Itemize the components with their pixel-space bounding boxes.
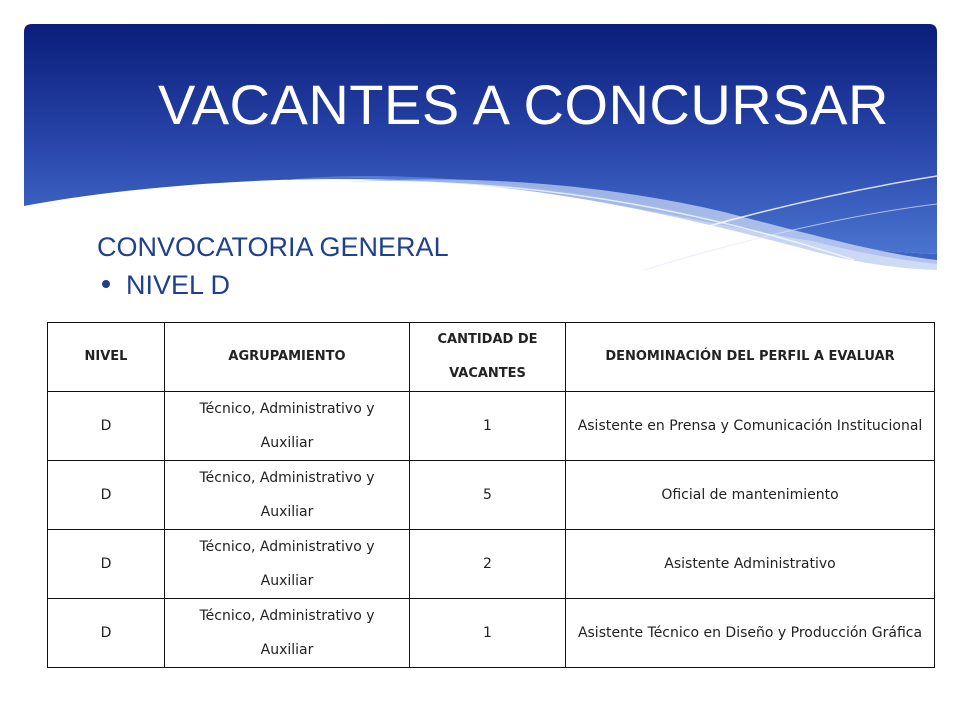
table-row xyxy=(48,461,935,530)
header-nivel: NIVEL xyxy=(48,323,165,392)
cell-agrupamiento: Técnico, Administrativo y Auxiliar xyxy=(165,392,410,461)
cell-nivel: D xyxy=(48,392,165,461)
table-row xyxy=(48,530,935,599)
cell-agrupamiento: Técnico, Administrativo y Auxiliar xyxy=(165,461,410,530)
cell-nivel: D xyxy=(48,461,165,530)
cell-denominacion: Asistente Técnico en Diseño y Producción Gráfica xyxy=(566,599,935,668)
cell-cantidad: 1 xyxy=(410,392,566,461)
cell-denominacion: Oficial de mantenimiento xyxy=(566,461,935,530)
cell-agrupamiento: Técnico, Administrativo y Auxiliar xyxy=(165,530,410,599)
cell-denominacion: Asistente en Prensa y Comunicación Institucional xyxy=(566,392,935,461)
vacancies-table xyxy=(47,322,935,668)
cell-cantidad: 2 xyxy=(410,530,566,599)
cell-agrupamiento: Técnico, Administrativo y Auxiliar xyxy=(165,599,410,668)
header-denominacion: DENOMINACIÓN DEL PERFIL A EVALUAR xyxy=(566,323,935,392)
cell-cantidad: 5 xyxy=(410,461,566,530)
cell-denominacion: Asistente Administrativo xyxy=(566,530,935,599)
bullet-label: NIVEL D xyxy=(126,270,231,300)
table-row xyxy=(48,599,935,668)
slide-title: VACANTES A CONCURSAR xyxy=(158,73,889,136)
cell-cantidad: 1 xyxy=(410,599,566,668)
cell-nivel: D xyxy=(48,599,165,668)
cell-nivel: D xyxy=(48,530,165,599)
table-header-row xyxy=(48,323,935,392)
bullet-item xyxy=(102,270,230,301)
bullet-dot-icon xyxy=(102,280,110,288)
header-cantidad: CANTIDAD DE VACANTES xyxy=(410,323,566,392)
subtitle: CONVOCATORIA GENERAL xyxy=(97,232,449,262)
header-agrupamiento: AGRUPAMIENTO xyxy=(165,323,410,392)
table-row xyxy=(48,392,935,461)
